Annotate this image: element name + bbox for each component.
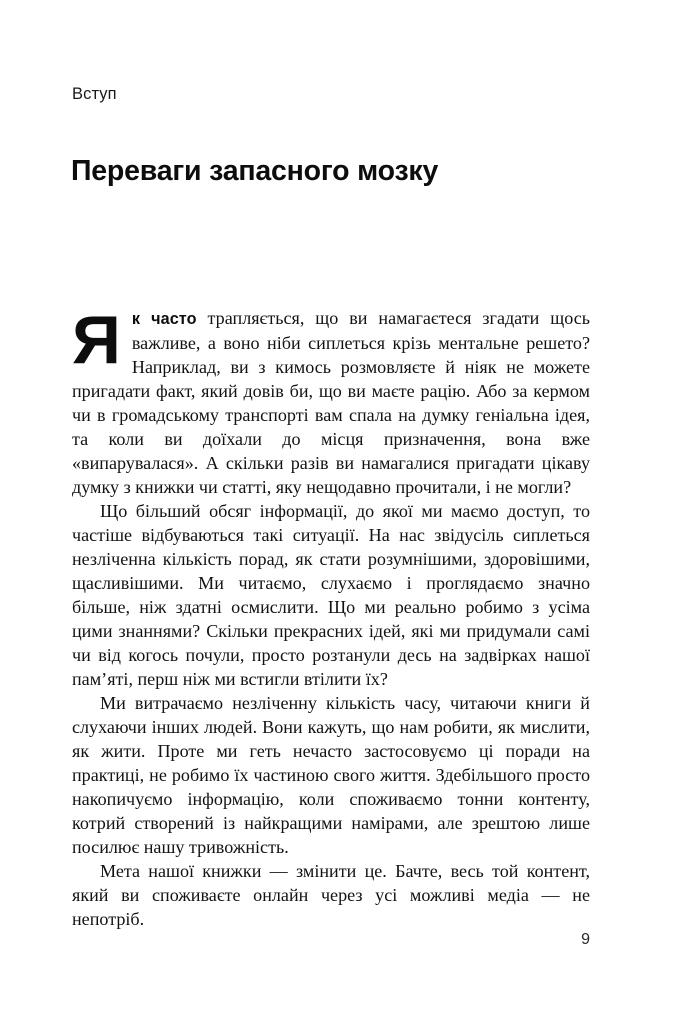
paragraph-text: Мета нашої книжки — змінити це. Бачте, весь той контент, який ви споживаєте онлайн через усі можливі медіа — не непотріб. [72, 861, 590, 929]
section-label: Вступ [72, 85, 117, 103]
paragraph-text: Що більший обсяг інформації, до якої ми маємо доступ, то частіше відбуваються такі ситуації. На нас звідусіль сиплеться незліченна кількість порад, як стати розумнішими, здоровішими, щасливішими. Ми читаємо, слухаємо і проглядаємо значно більше, ніж здатні осмислити. Що ми реально робимо з усіма цими знаннями? Скільки прекрасних ідей, які ми придумали самі чи від когось почули, просто розтанули десь на задвірках нашої пам’яті, перш ніж ми встигли втілити їх? [72, 501, 590, 689]
page-number: 9 [581, 931, 590, 948]
paragraph [72, 499, 590, 691]
lead-bold-run: к часто [131, 310, 197, 328]
paragraph [72, 859, 590, 931]
body-text-column [72, 302, 590, 931]
drop-cap: Я [72, 302, 121, 378]
paragraph-text: Ми витрачаємо незліченну кількість часу, читаючи книги й слухаючи інших людей. Вони кажуть, що нам робити, як мислити, як жити. Проте ми геть нечасто застосовуємо ці поради на практиці, не робимо їх частиною свого життя. Здебільшого просто накопичуємо інформацію, коли споживаємо тонни контенту, котрий створений із найкращими намірами, але зрештою лише посилює нашу тривожність. [72, 693, 590, 857]
paragraph-lead [72, 302, 590, 499]
paragraph-text: трапляється, що ви намагаєтеся згадати щось важливе, а воно ніби сиплеться крізь ментальне решето? Наприклад, ви з кимось розмовляєте й ніяк не можете пригадати факт, який довів би, що ви маєте рацію. Або за кермом чи в громадському транспорті вам спала на думку геніальна ідея, та коли ви доїхали до місця призначення, вона вже «випарувалася». А скільки разів ви намагалися пригадати цікаву думку з книжки чи статті, яку нещодавно прочитали, і не могли? [72, 308, 590, 497]
page-title: Переваги запасного мозку [71, 155, 439, 188]
paragraph [72, 691, 590, 859]
